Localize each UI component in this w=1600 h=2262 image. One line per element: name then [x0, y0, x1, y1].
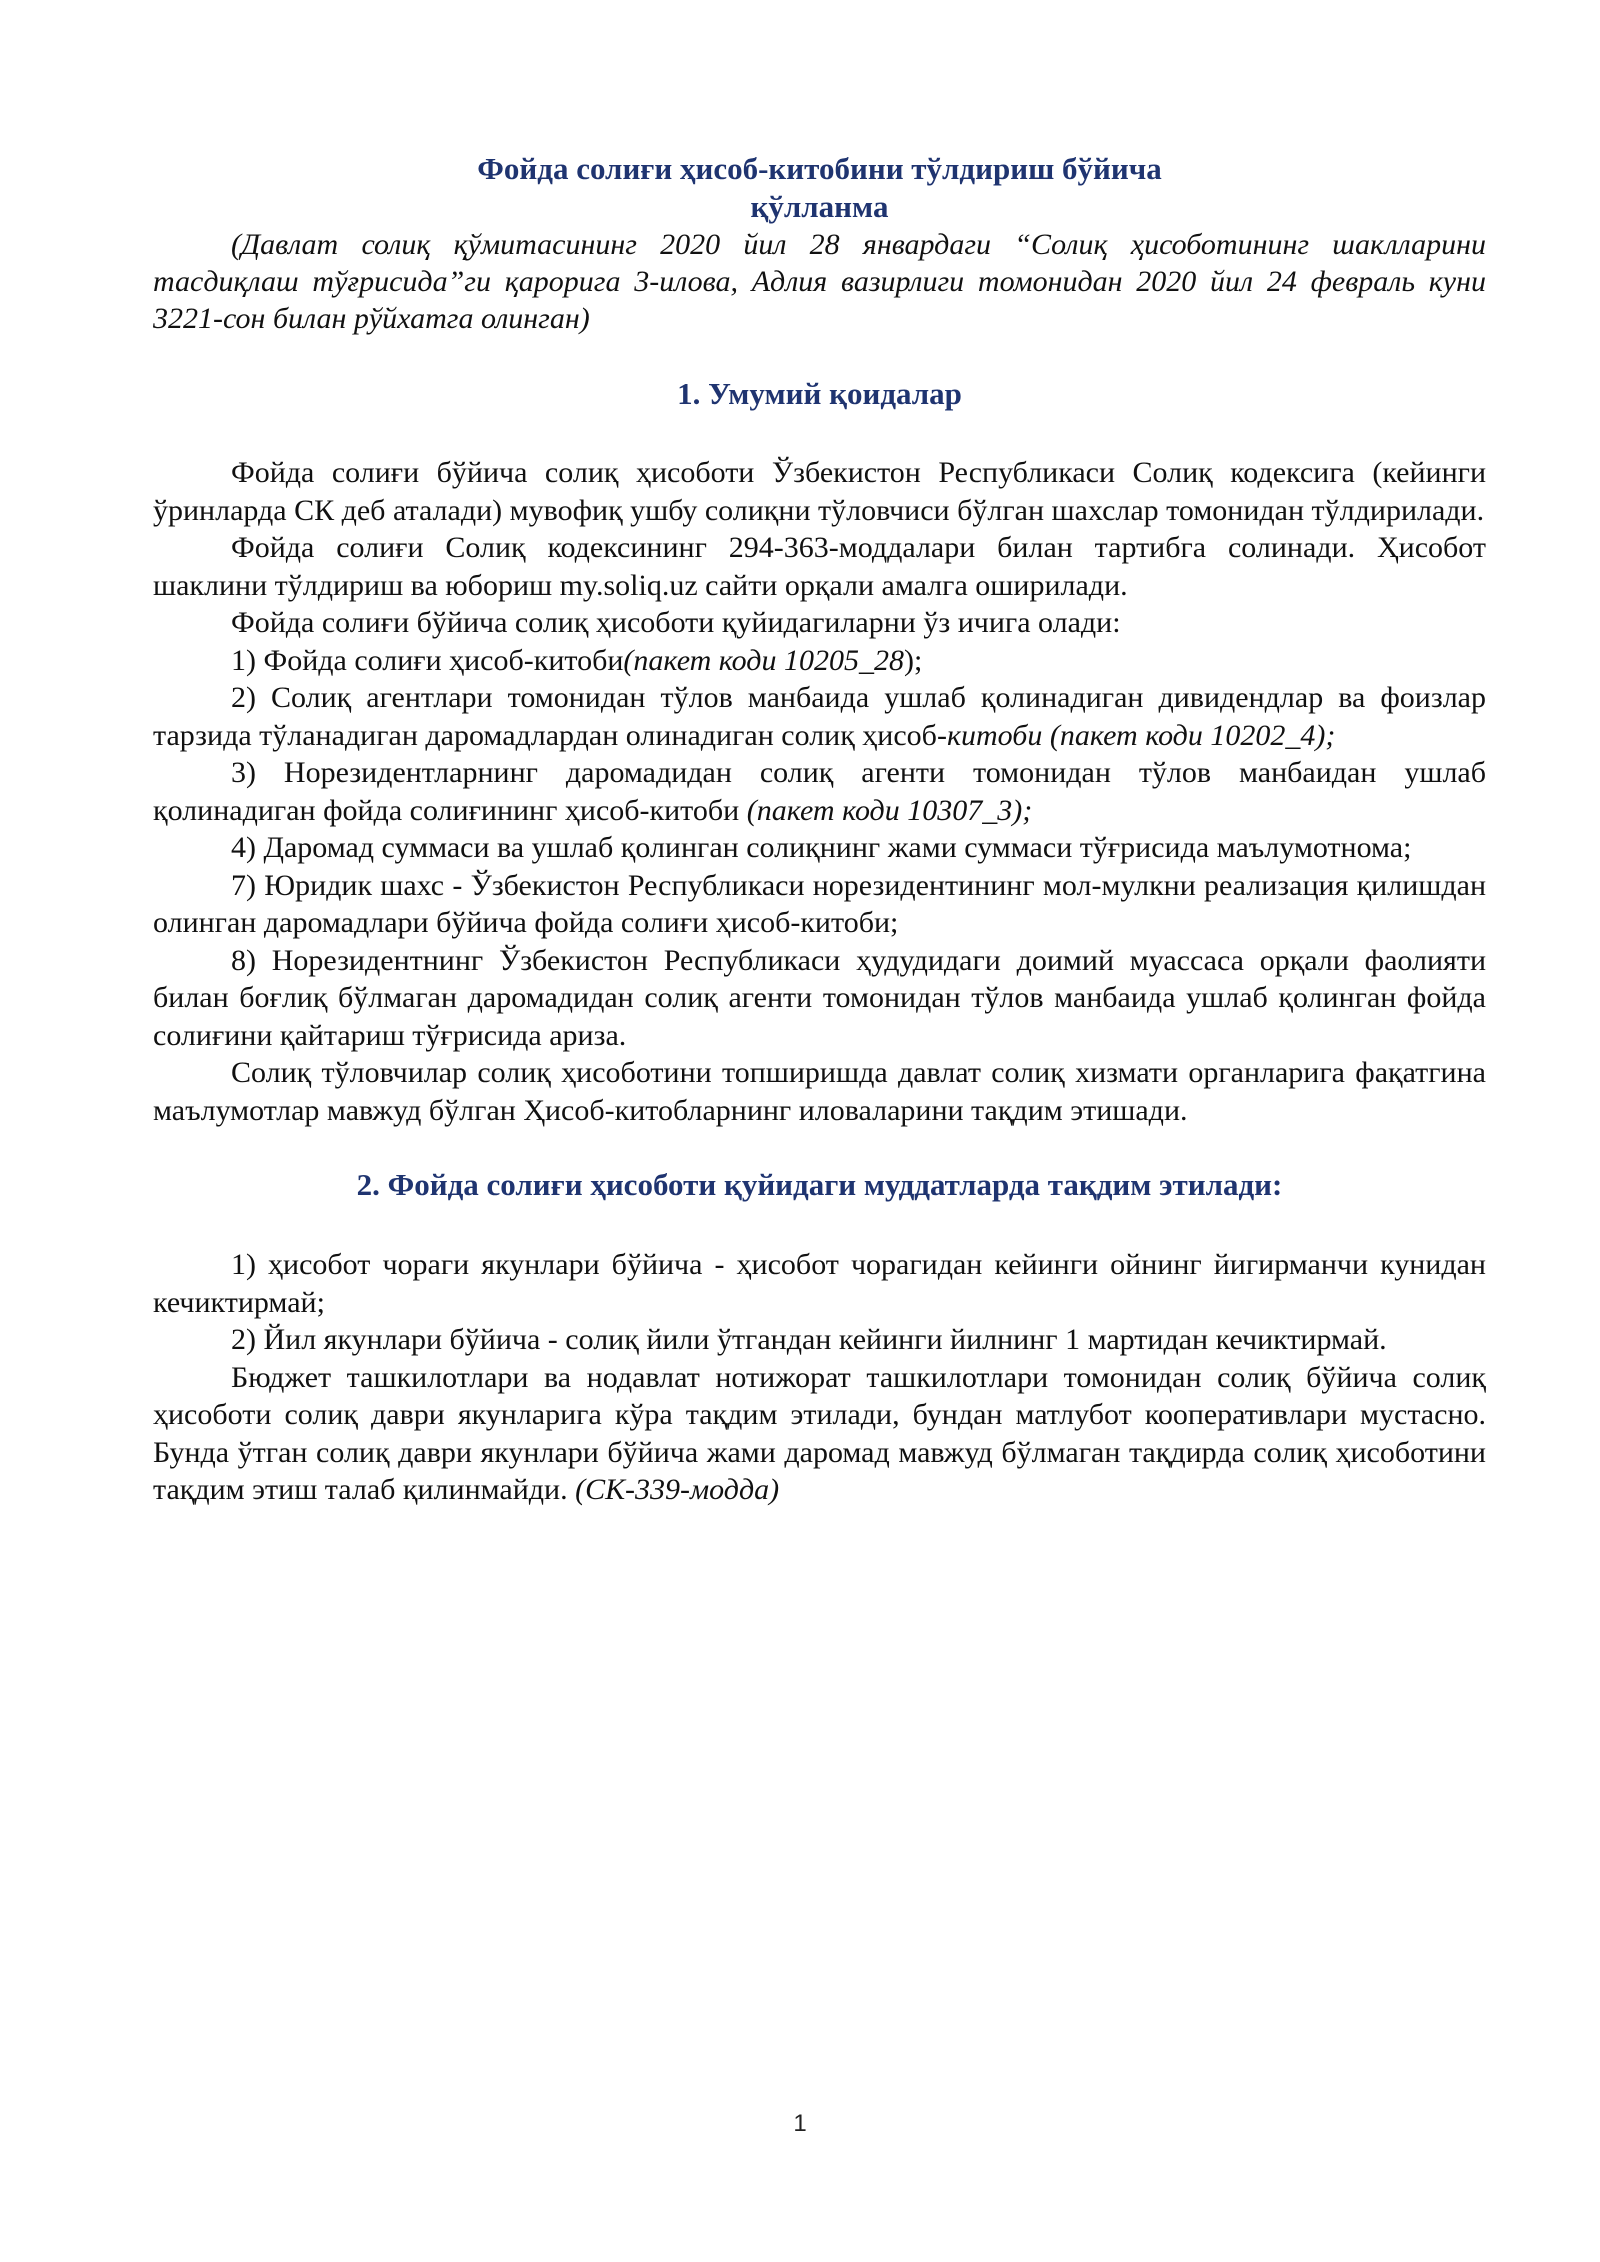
paragraph: Фойда солиғи Солиқ кодексининг 294-363-моддалари билан тартибга солинади. Ҳисобот шаклини тўлдириш ва юбориш my.soliq.uz сайти орқали амалга оширилади.	[153, 531, 1486, 602]
section-1-heading: 1. Умумий қоидалар	[677, 376, 962, 411]
list-item-2	[153, 679, 1486, 754]
document-subtitle: (Давлат солиқ қўмитасининг 2020 йил 28 январдаги “Солиқ ҳисоботининг шаклларини тасдиқлаш тўғрисида”ги қарорига 3-илова, Адлия вазирлиги томонидан 2020 йил 24 февраль куни 3221-сон билан рўйхатга олинган)	[153, 228, 1486, 335]
paragraph: Фойда солиғи бўйича солиқ ҳисоботи Ўзбекистон Республикаси Солиқ кодексига (кейинги ўринларда СК деб аталади) мувофиқ ушбу солиқни тўловчиси бўлган шахслар томонидан тўлдирилади.	[153, 456, 1486, 527]
list-item-text: 3) Норезидентларнинг даромадидан солиқ агенти томонидан тўлов манбаидан ушлаб қолинадиган фойда солиғининг ҳисоб-китоби	[153, 756, 1486, 827]
document-title	[153, 150, 1486, 226]
deadline-item-2: 2) Йил якунлари бўйича - солиқ йили ўтгандан кейинги йилнинг 1 мартидан кечиктирмай.	[231, 1323, 1387, 1356]
paragraph	[153, 1359, 1486, 1509]
list-item-1	[153, 642, 1486, 680]
page-number: 1	[793, 2110, 807, 2137]
section-2-body	[153, 1246, 1486, 1509]
list-item-4: 4) Даромад суммаси ва ушлаб қолинган солиқнинг жами суммаси тўғрисида маълумотнома;	[231, 831, 1412, 864]
package-code: (пакет коди 10307_3);	[746, 793, 1033, 827]
package-code: китоби (пакет коди 10202_4);	[946, 718, 1336, 752]
list-item-8: 8) Норезидентнинг Ўзбекистон Республикаси ҳудудидаги доимий муассаса орқали фаолияти билан боғлиқ бўлмаган даромадидан солиқ агенти томонидан тўлов манбаида ушлаб қолинган фойда солиғини қайтариш тўғрисида ариза.	[153, 943, 1486, 1052]
list-item-text: 1) Фойда солиғи ҳисоб-китоби	[231, 643, 624, 677]
code-reference: (СК-339-модда)	[575, 1473, 780, 1506]
package-code: (пакет коди 10205_28	[623, 643, 904, 677]
section-1-body	[153, 454, 1486, 1129]
list-item-text: 2) Солиқ агентлари томонидан тўлов манбаида ушлаб қолинадиган дивидендлар ва фоизлар тарзида тўланадиган даромадлардан олинадиган солиқ ҳисоб-	[153, 681, 1486, 752]
title-line-2: қўлланма	[750, 189, 889, 224]
paragraph: Фойда солиғи бўйича солиқ ҳисоботи қуйидагиларни ўз ичига олади:	[231, 606, 1121, 639]
list-item-3	[153, 754, 1486, 829]
section-2-heading: 2. Фойда солиғи ҳисоботи қуйидаги муддатларда тақдим этилади:	[356, 1167, 1283, 1202]
list-item-end: );	[903, 643, 923, 677]
paragraph: Солиқ тўловчилар солиқ ҳисоботини топширишда давлат солиқ хизмати органларига фақатгина маълумотлар мавжуд бўлган Ҳисоб-китобларнинг иловаларини тақдим этишади.	[153, 1056, 1486, 1127]
paragraph-text: Бюджет ташкилотлари ва нодавлат нотижорат ташкилотлари томонидан солиқ бўйича солиқ ҳисоботи солиқ даври якунларига кўра тақдим этилади, бундан матлубот кооперативлари мустасно. Бунда ўтган солиқ даври якунлари бўйича жами даромад мавжуд бўлмаган тақдирда солиқ ҳисоботини тақдим этиш талаб қилинмайди.	[153, 1360, 1486, 1506]
list-item-7: 7) Юридик шахс - Ўзбекистон Республикаси норезидентининг мол-мулкни реализация қилишдан олинган даромадлари бўйича фойда солиғи ҳисоб-китоби;	[153, 868, 1486, 939]
deadline-item-1: 1) ҳисобот чораги якунлари бўйича - ҳисобот чорагидан кейинги ойнинг йигирманчи кунидан кечиктирмай;	[153, 1248, 1486, 1319]
document-page	[153, 150, 1486, 1509]
title-line-1: Фойда солиғи ҳисоб-китобини тўлдириш бўйича	[477, 151, 1162, 186]
